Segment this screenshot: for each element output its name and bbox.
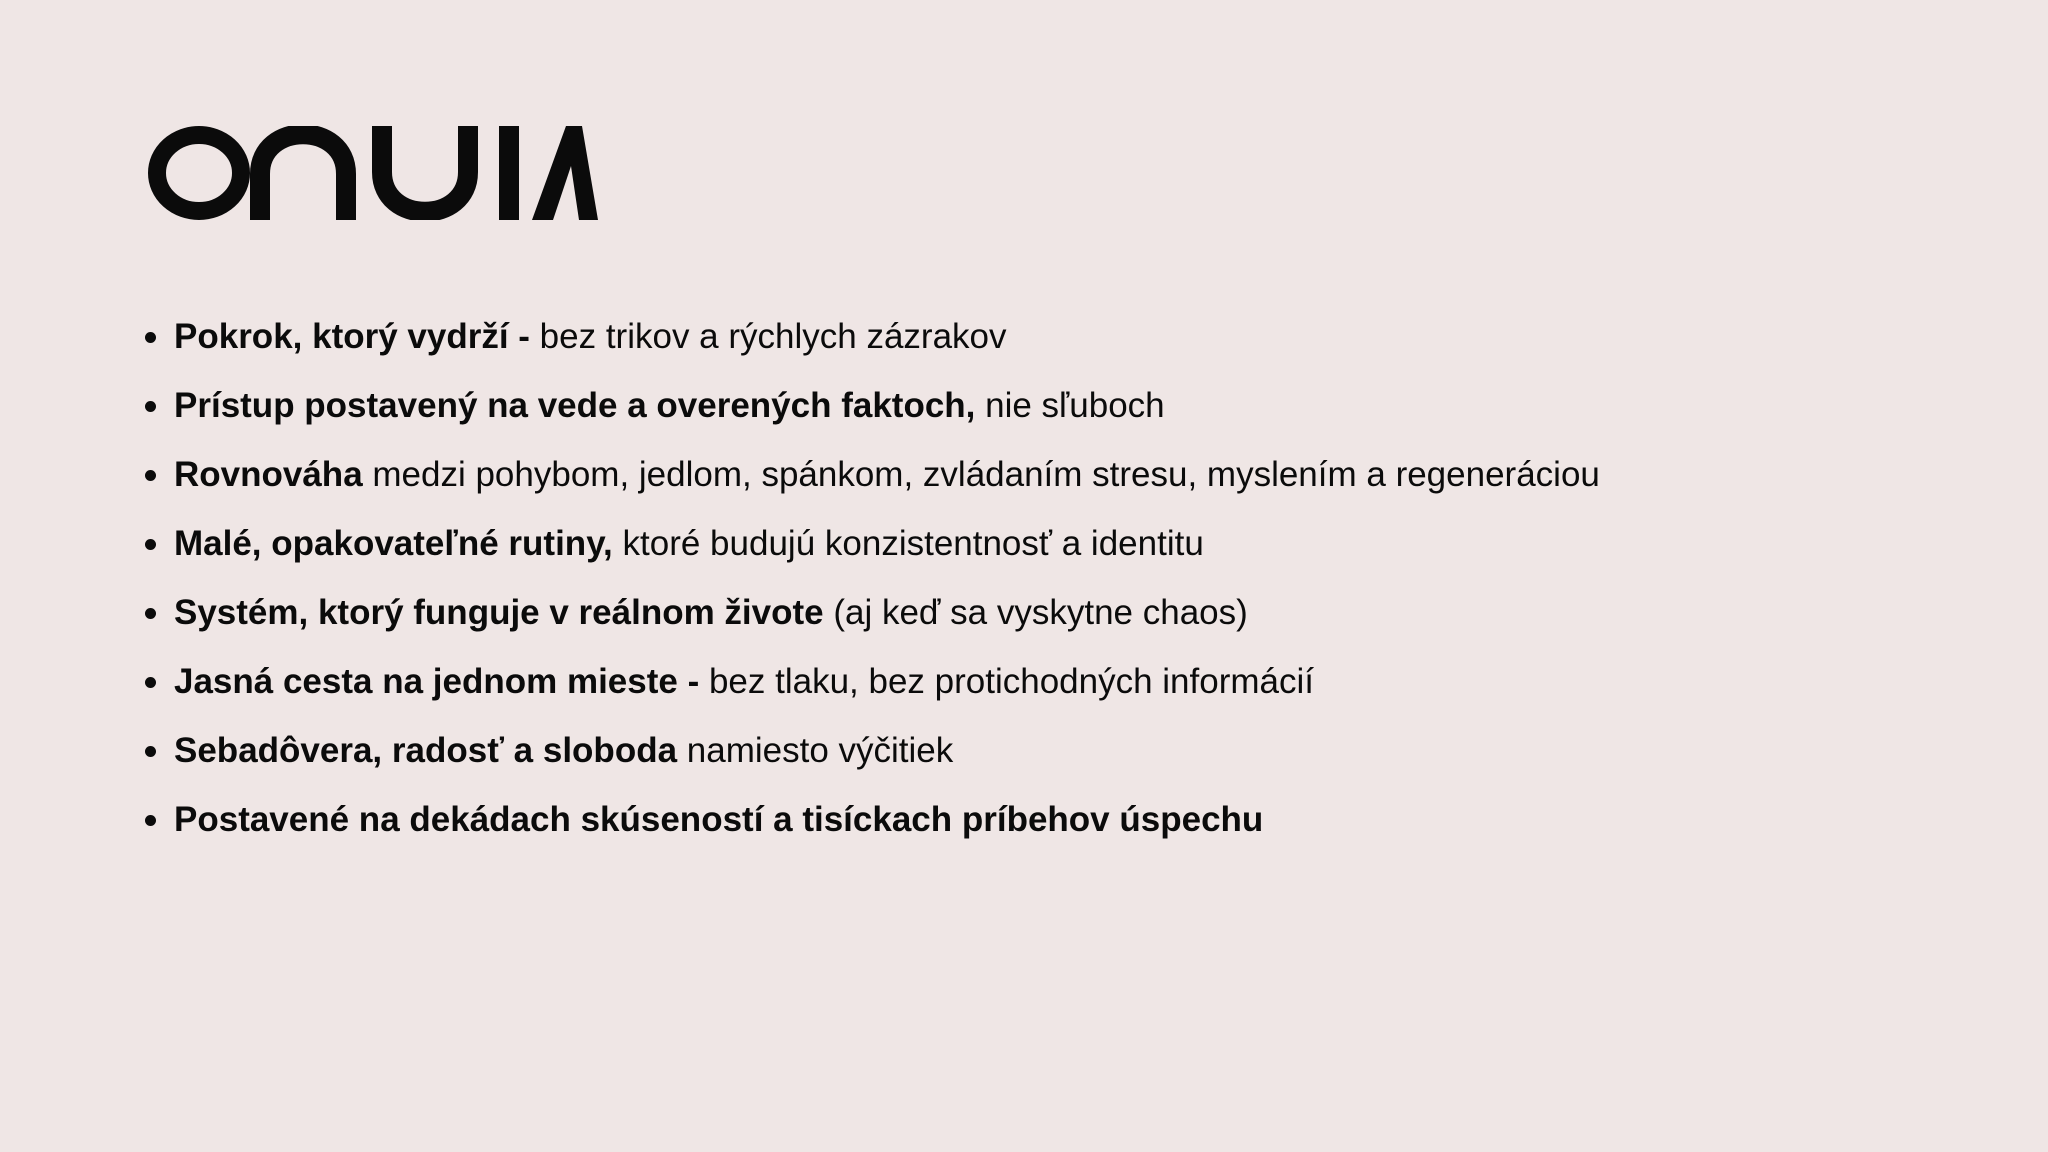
bullet-regular-text: bez trikov a rýchlych zázrakov [529,317,1007,356]
bullet-item-2 [140,371,1600,440]
bullet-bold-text: Sebadôvera, radosť a sloboda [174,731,678,770]
bullet-icon [145,401,156,412]
bullet-icon [145,815,156,826]
bullet-icon [145,608,156,619]
bullet-bold-text: Rovnováha [174,455,363,494]
bullet-bold-text: Systém, ktorý funguje v reálnom živote [174,593,824,632]
bullet-item-7 [140,716,1600,785]
bullet-regular-text: (aj keď sa vyskytne chaos) [823,593,1248,632]
bullet-bold-text: Pokrok, ktorý vydrží - [174,317,530,356]
bullet-regular-text: ktoré budujú konzistentnosť a identitu [612,524,1204,563]
bullet-item-4 [140,509,1600,578]
bullet-bold-text: Postavené na dekádach skúseností a tisíckach príbehov úspechu [174,800,1264,839]
bullet-bold-text: Malé, opakovateľné rutiny, [174,524,613,563]
bullet-bold-text: Prístup postavený na vede a overených faktoch, [174,386,976,425]
bullet-regular-text: medzi pohybom, jedlom, spánkom, zvládaním stresu, myslením a regeneráciou [362,455,1600,494]
bullet-icon [145,470,156,481]
bullet-icon [145,746,156,757]
bullet-regular-text: bez tlaku, bez protichodných informácií [699,662,1314,701]
bullet-regular-text: namiesto výčitiek [677,731,954,770]
bullet-icon [145,332,156,343]
bullet-item-6 [140,647,1600,716]
onvia-logo-wordmark [148,126,598,220]
bullet-item-5 [140,578,1600,647]
feature-bullet-list [140,302,1600,854]
bullet-icon [145,677,156,688]
onvia-logo [148,126,598,220]
bullet-icon [145,539,156,550]
bullet-item-8 [140,785,1600,854]
bullet-item-3 [140,440,1600,509]
bullet-item-1 [140,302,1600,371]
bullet-regular-text: nie sľuboch [975,386,1165,425]
bullet-bold-text: Jasná cesta na jednom mieste - [174,662,700,701]
